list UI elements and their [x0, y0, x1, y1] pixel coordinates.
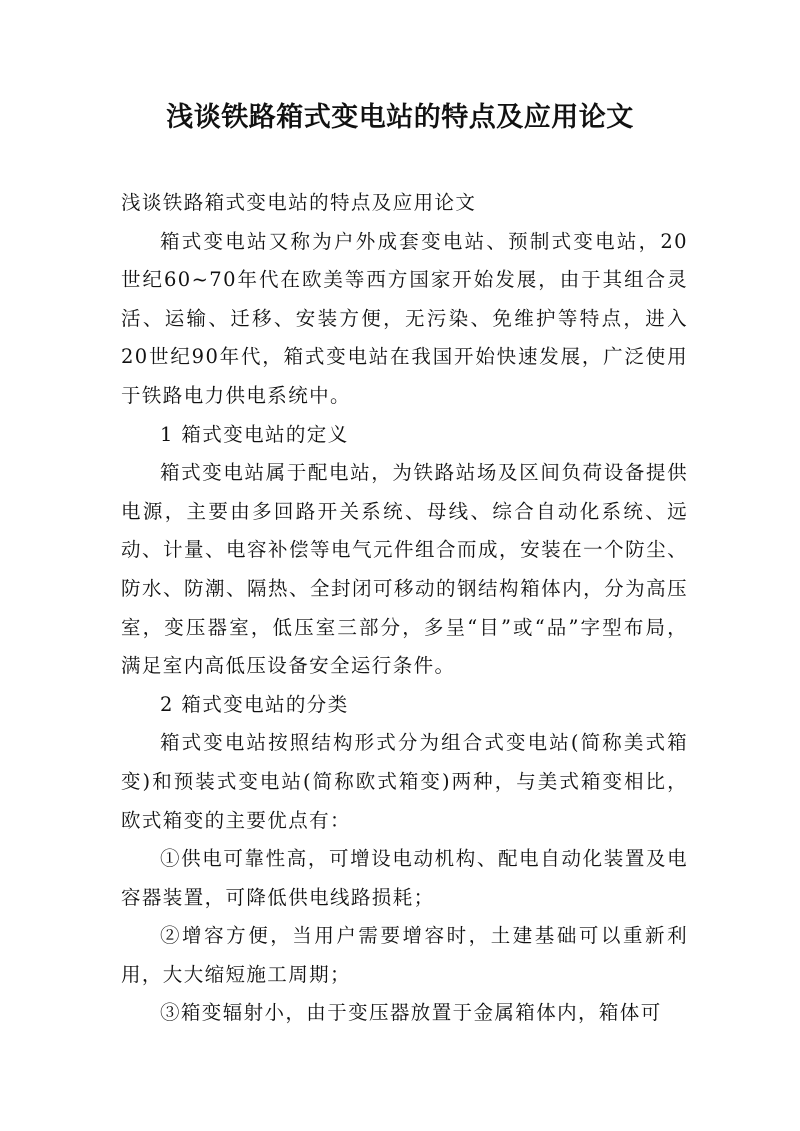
document-body: [121, 184, 688, 1033]
paragraph-classification: 箱式变电站按照结构形式分为组合式变电站(简称美式箱变)和预装式变电站(简称欧式箱变)两种，与美式箱变相比，欧式箱变的主要优点有：: [121, 731, 688, 832]
paragraph-intro: 箱式变电站又称为户外成套变电站、预制式变电站，20世纪60~70年代在欧美等西方国家开始发展，由于其组合灵活、运输、迁移、安装方便，无污染、免维护等特点，进入20世纪90年代，箱式变电站在我国开始快速发展，广泛使用于铁路电力供电系统中。: [121, 229, 688, 407]
section-heading-definition: 1 箱式变电站的定义: [160, 422, 349, 446]
list-item-radiation: ③箱变辐射小，由于变压器放置于金属箱体内，箱体可: [160, 1001, 662, 1025]
document-title: 浅谈铁路箱式变电站的特点及应用论文: [166, 102, 634, 133]
list-item-expansion: ②增容方便，当用户需要增容时，土建基础可以重新利用，大大缩短施工周期；: [121, 924, 688, 986]
paragraph-definition: 箱式变电站属于配电站，为铁路站场及区间负荷设备提供电源，主要由多回路开关系统、母线、综合自动化系统、远动、计量、电容补偿等电气元件组合而成，安装在一个防尘、防水、防潮、隔热、全封闭可移动的钢结构箱体内，分为高压室，变压器室，低压室三部分，多呈“目”或“品”字型布局，满足室内高低压设备安全运行条件。: [121, 461, 688, 678]
list-item-reliability: ①供电可靠性高，可增设电动机构、配电自动化装置及电容器装置，可降低供电线路损耗；: [121, 847, 688, 909]
document-subtitle: 浅谈铁路箱式变电站的特点及应用论文: [121, 191, 477, 214]
section-heading-classification: 2 箱式变电站的分类: [160, 692, 349, 716]
